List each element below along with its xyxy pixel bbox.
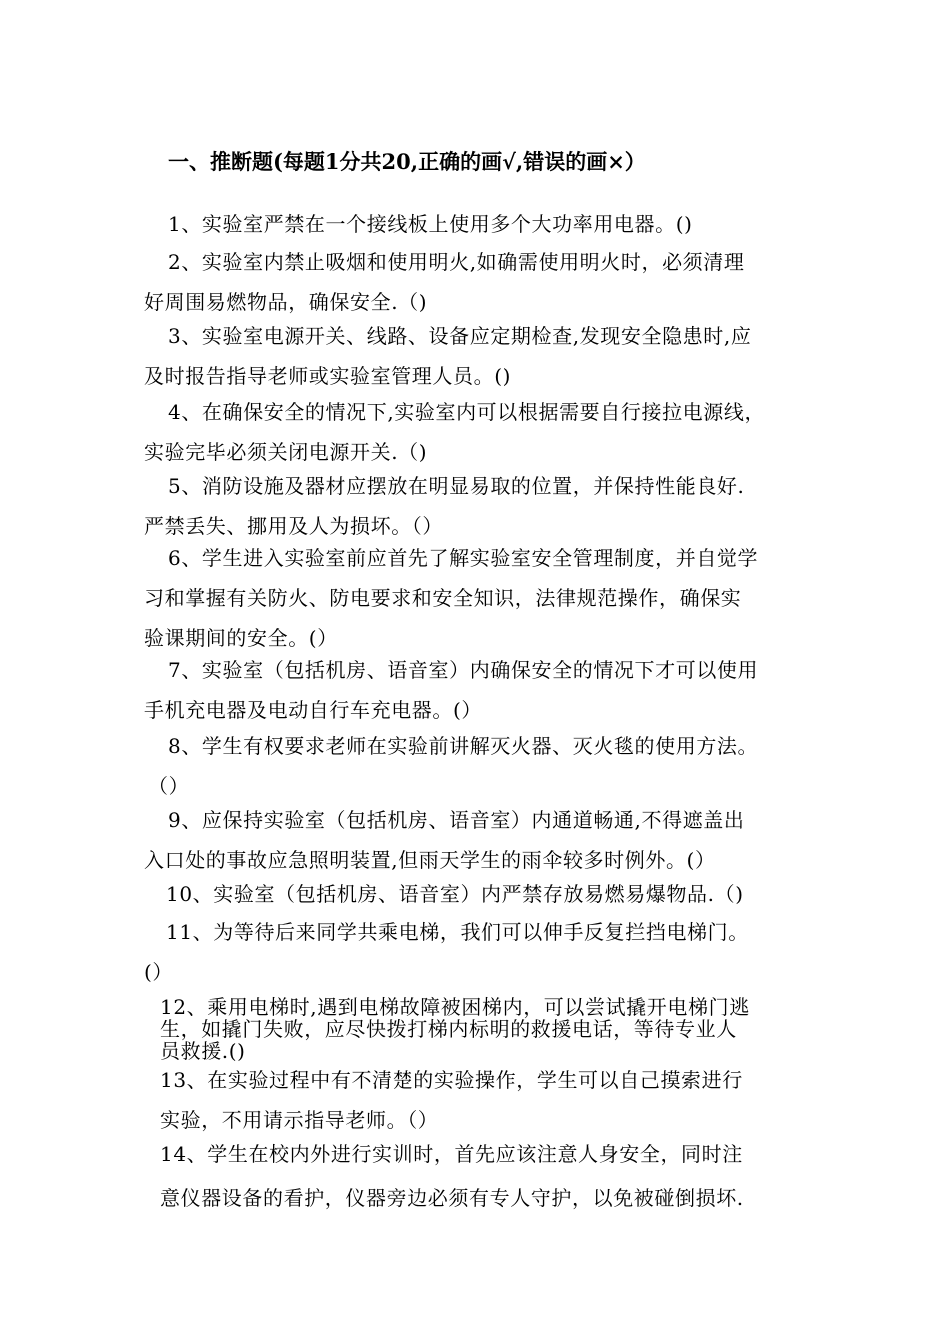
question-13 [160, 1060, 743, 1140]
question-line: （） [148, 774, 190, 798]
question-line: 6、学生进入实验室前应首先了解实验室安全管理制度，并自觉学 [168, 546, 759, 570]
question-line: (） [144, 960, 174, 984]
question-line: 好周围易燃物品，确保安全.（) [144, 290, 428, 314]
question-line: 5、消防设施及器材应摆放在明显易取的位置，并保持性能良好. [168, 474, 745, 498]
question-line: 意仪器设备的看护，仪器旁边必须有专人守护，以免被碰倒损坏. [160, 1186, 744, 1210]
question-line: 手机充电器及电动自行车充电器。(） [144, 698, 483, 722]
question-7 [144, 650, 758, 730]
question-line: 员救援.() [160, 1039, 246, 1063]
question-3 [144, 316, 751, 396]
question-12 [160, 996, 750, 1062]
question-line: 4、在确保安全的情况下,实验室内可以根据需要自行接拉电源线， [168, 400, 766, 424]
question-line: 及时报告指导老师或实验室管理人员。() [144, 364, 512, 388]
question-2 [144, 242, 744, 322]
question-14 [160, 1132, 744, 1220]
question-line: 10、实验室（包括机房、语音室）内严禁存放易燃易爆物品.（) [166, 882, 744, 906]
question-4 [144, 392, 765, 472]
question-line: 11、为等待后来同学共乘电梯，我们可以伸手反复拦挡电梯门。 [166, 920, 749, 944]
question-line: 验课期间的安全。(） [144, 626, 338, 650]
question-line: 2、实验室内禁止吸烟和使用明火,如确需使用明火时，必须清理 [168, 250, 745, 274]
question-5 [144, 466, 744, 546]
question-line: 严禁丢失、挪用及人为损坏。（） [144, 514, 443, 538]
question-line: 1、实验室严禁在一个接线板上使用多个大功率用电器。() [168, 212, 693, 236]
question-line: 入口处的事故应急照明装置,但雨天学生的雨伞较多时例外。(） [144, 848, 716, 872]
question-11 [144, 912, 749, 992]
question-line: 实验完毕必须关闭电源开关.（) [144, 440, 428, 464]
question-line: 3、实验室电源开关、线路、设备应定期检查,发现安全隐患时,应 [168, 324, 752, 348]
question-line: 8、学生有权要求老师在实验前讲解灭火器、灭火毯的使用方法。 [168, 734, 759, 758]
question-8 [144, 726, 758, 806]
question-line: 9、应保持实验室（包括机房、语音室）内通道畅通,不得遮盖出 [168, 808, 745, 832]
question-10 [166, 874, 744, 914]
question-6 [144, 538, 758, 658]
question-line: 12、乘用电梯时,遇到电梯故障被困梯内，可以尝试撬开电梯门逃 [160, 995, 750, 1019]
question-line: 7、实验室（包括机房、语音室）内确保安全的情况下才可以使用 [168, 658, 759, 682]
question-line: 习和掌握有关防火、防电要求和安全知识，法律规范操作，确保实 [144, 586, 742, 610]
question-line: 生，如撬门失败，应尽快拨打梯内标明的救援电话，等待专业人 [160, 1017, 737, 1041]
question-9 [144, 800, 744, 880]
question-line: 14、学生在校内外进行实训时，首先应该注意人身安全，同时注 [160, 1142, 743, 1166]
question-line: 实验，不用请示指导老师。（） [160, 1108, 439, 1132]
question-line: 13、在实验过程中有不清楚的实验操作，学生可以自己摸索进行 [160, 1068, 743, 1092]
section-heading: 一、推断题(每题1分共20,正确的画√,错误的画×） [168, 149, 646, 174]
question-1 [168, 204, 693, 244]
